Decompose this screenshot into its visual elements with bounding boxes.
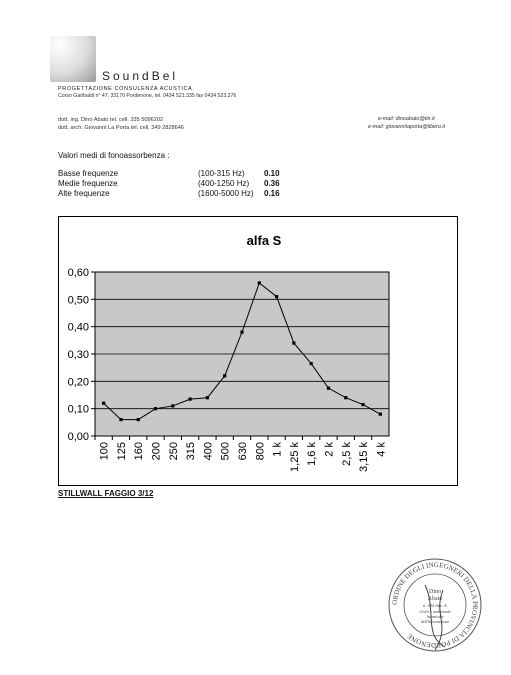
x-tick-label: 500 xyxy=(219,442,232,461)
data-point xyxy=(206,396,209,399)
average-range: (1600-5000 Hz) xyxy=(198,189,254,198)
chart-title: alfa S xyxy=(246,233,282,248)
brand-tagline: PROGETTAZIONE CONSULENZA ACUSTICA xyxy=(58,86,193,92)
y-tick-label: 0,00 xyxy=(67,431,89,443)
data-point xyxy=(102,402,105,405)
average-value: 0.16 xyxy=(264,189,280,198)
contact-architect: dott. arch. Giovanni La Porta tel. cell. 349 2828646 xyxy=(58,125,184,131)
average-range: (100-315 Hz) xyxy=(198,169,245,178)
soundbel-logo-icon xyxy=(50,36,96,82)
average-value: 0.36 xyxy=(264,179,280,188)
y-tick-label: 0,10 xyxy=(67,403,89,416)
average-row-high xyxy=(58,189,358,200)
stamp-name-last: Abato xyxy=(427,596,443,602)
y-tick-label: 0,50 xyxy=(67,294,89,307)
x-tick-label: 100 xyxy=(98,442,111,461)
x-tick-label: 315 xyxy=(185,442,198,461)
x-tick-label: 200 xyxy=(150,442,163,461)
data-point xyxy=(275,295,278,298)
data-point xyxy=(361,403,364,406)
product-caption: STILLWALL FAGGIO 3/12 xyxy=(58,489,154,498)
brand-name: SoundBel xyxy=(102,69,179,83)
stamp-name-first: Dino xyxy=(429,589,441,595)
x-tick-label: 1 k xyxy=(271,442,284,457)
y-tick-label: 0,20 xyxy=(67,376,89,389)
y-tick-label: 0,30 xyxy=(67,349,89,361)
average-label: Medie frequenze xyxy=(58,179,118,188)
stamp-section-3: dell'Informazione xyxy=(420,619,450,624)
chart-canvas xyxy=(59,217,457,485)
data-point xyxy=(137,418,140,421)
data-point xyxy=(154,407,157,410)
stamp-section-1: Civile e ambientale xyxy=(419,609,451,614)
x-tick-label: 400 xyxy=(202,442,215,461)
averages-heading: Valori medi di fonoassorbenza : xyxy=(58,151,170,160)
stamp-number: n. 404 Sez. A xyxy=(422,603,448,608)
data-point xyxy=(171,404,174,407)
data-point xyxy=(223,374,226,377)
data-point xyxy=(258,281,261,284)
absorption-chart xyxy=(58,216,458,486)
x-tick-label: 250 xyxy=(167,442,180,461)
stamp-ring-text: ORDINE DEGLI INGEGNERI DELLA PROVINCIA DI PORDENONE xyxy=(390,560,480,650)
x-tick-label: 160 xyxy=(133,442,146,461)
average-label: Alte frequenze xyxy=(58,189,110,198)
email-engineer: e-mail: dinoabato@tin.it xyxy=(378,116,435,122)
x-tick-label: 2 k xyxy=(323,442,336,457)
email-architect: e-mail: giovannilaporta@libero.it xyxy=(368,124,446,130)
x-tick-label: 1,25 k xyxy=(288,442,301,472)
x-tick-label: 630 xyxy=(237,442,249,461)
data-point xyxy=(344,396,347,399)
data-point xyxy=(189,398,192,401)
y-tick-label: 0,60 xyxy=(67,267,89,279)
x-tick-label: 4 k xyxy=(375,442,388,457)
data-point xyxy=(292,341,295,344)
x-tick-label: 3,15 k xyxy=(358,442,371,472)
data-point xyxy=(119,418,122,421)
x-tick-label: 2,5 k xyxy=(340,442,353,466)
data-point xyxy=(310,362,313,365)
data-point xyxy=(379,413,382,416)
x-tick-label: 800 xyxy=(254,442,267,461)
x-tick-label: 125 xyxy=(115,442,128,461)
x-tick-label: 1,6 k xyxy=(306,442,319,466)
average-value: 0.10 xyxy=(264,169,280,178)
average-range: (400-1250 Hz) xyxy=(198,179,250,188)
engineer-stamp-icon xyxy=(385,555,485,655)
stamp-section-2: Industriale xyxy=(426,614,444,619)
contact-engineer: dott. ing. Dino Abato tel. cell. 335 5096202 xyxy=(58,117,164,123)
average-label: Basse frequenze xyxy=(58,169,119,178)
company-address: Corso Garibaldi n° 47, 33170 Pordenone, tel. 0434 521.335 fax 0434 523.276 xyxy=(58,93,237,99)
data-point xyxy=(327,387,330,390)
data-point xyxy=(240,331,243,334)
y-tick-label: 0,40 xyxy=(67,321,89,334)
